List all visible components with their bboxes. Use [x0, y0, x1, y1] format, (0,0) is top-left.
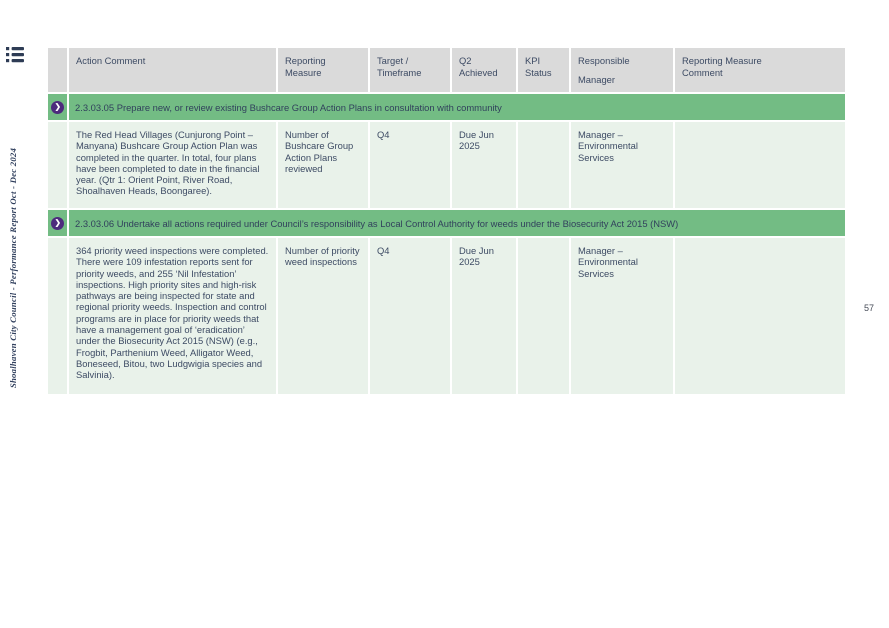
kpi-status-cell — [518, 122, 569, 208]
header-label: KPI — [525, 55, 541, 66]
reporting-measure-comment-cell — [675, 238, 845, 394]
header-reporting-measure-comment — [675, 48, 845, 92]
q2-achieved-cell: Due Jun 2025 — [452, 122, 516, 208]
header-label: Status — [525, 67, 552, 78]
q2-achieved-cell: Due Jun 2025 — [452, 238, 516, 394]
responsible-manager-cell: Manager – Environmental Services — [571, 238, 673, 394]
row-icon-cell — [48, 122, 67, 208]
header-reporting-measure — [278, 48, 368, 92]
header-label: Achieved — [459, 67, 498, 78]
action-banner-2-3-03-06 — [48, 210, 845, 236]
header-label: Reporting — [285, 55, 326, 66]
responsible-manager-cell: Manager – Environmental Services — [571, 122, 673, 208]
header-q2-achieved — [452, 48, 516, 92]
target-timeframe-cell: Q4 — [370, 122, 450, 208]
header-label: Measure — [285, 67, 322, 78]
header-label: Comment — [682, 67, 723, 78]
chevron-right-icon: ❯ — [54, 102, 61, 112]
action-comment-cell: The Red Head Villages (Cunjurong Point – Manyana) Bushcare Group Action Plan was completed in the quarter. In total, four plans have been completed to date in the financial year. (Qtr 1: Orient Point, River Road, Shoalhaven Heads, Boongaree). — [69, 122, 276, 208]
target-timeframe-cell: Q4 — [370, 238, 450, 394]
reporting-measure-comment-cell — [675, 122, 845, 208]
reporting-measure-cell: Number of priority weed inspections — [278, 238, 368, 394]
table-row — [48, 122, 845, 208]
header-action-comment — [69, 48, 276, 92]
action-comment-cell: 364 priority weed inspections were completed. There were 109 infestation reports sent for priority weeds, and 255 ‘Nil Infestation’ inspections. High priority sites and high-risk pathways are being inspected for state and regional priority weeds. Inspection and control programs are in place for priority weeds that have a management goal of ‘eradication’ under the Biosecurity Act 2015 (NSW) (e.g., Frogbit, Parthenium Weed, Alligator Weed, Boneseed, Bitou, two Ludgwigia species and Salvinia). — [69, 238, 276, 394]
header-label: Reporting Measure — [682, 55, 762, 66]
row-icon-cell — [48, 238, 67, 394]
expand-action-button[interactable] — [51, 217, 64, 230]
header-kpi-status — [518, 48, 569, 92]
action-banner-title: 2.3.03.05 Prepare new, or review existing Bushcare Group Action Plans in consultation with community — [69, 94, 845, 120]
header-label: Q2 — [459, 55, 472, 66]
header-target-timeframe — [370, 48, 450, 92]
page-number: 57 — [864, 303, 875, 313]
header-label: Target / — [377, 55, 409, 66]
action-banner-2-3-03-05 — [48, 94, 845, 120]
reporting-measure-cell: Number of Bushcare Group Action Plans reviewed — [278, 122, 368, 208]
performance-table — [48, 48, 845, 396]
expand-action-button[interactable] — [51, 101, 64, 114]
banner-icon-cell — [48, 210, 67, 236]
header-responsible-manager — [571, 48, 673, 92]
table-header-row — [48, 48, 845, 92]
list-icon — [6, 51, 24, 68]
header-label: Manager — [578, 74, 616, 85]
chevron-right-icon: ❯ — [54, 218, 61, 228]
banner-icon-cell — [48, 94, 67, 120]
kpi-status-cell — [518, 238, 569, 394]
sidebar-report-title: Shoalhaven City Council - Performance Report Oct - Dec 2024 — [8, 147, 18, 389]
header-icon-cell — [48, 48, 67, 92]
table-row — [48, 238, 845, 394]
action-banner-title: 2.3.03.06 Undertake all actions required under Council’s responsibility as Local Control Authority for weeds under the Biosecurity Act 2015 (NSW) — [69, 210, 845, 236]
toc-list-button[interactable] — [6, 46, 24, 64]
header-label: Action Comment — [76, 55, 146, 66]
header-label: Timeframe — [377, 67, 422, 78]
header-label: Responsible — [578, 55, 630, 66]
